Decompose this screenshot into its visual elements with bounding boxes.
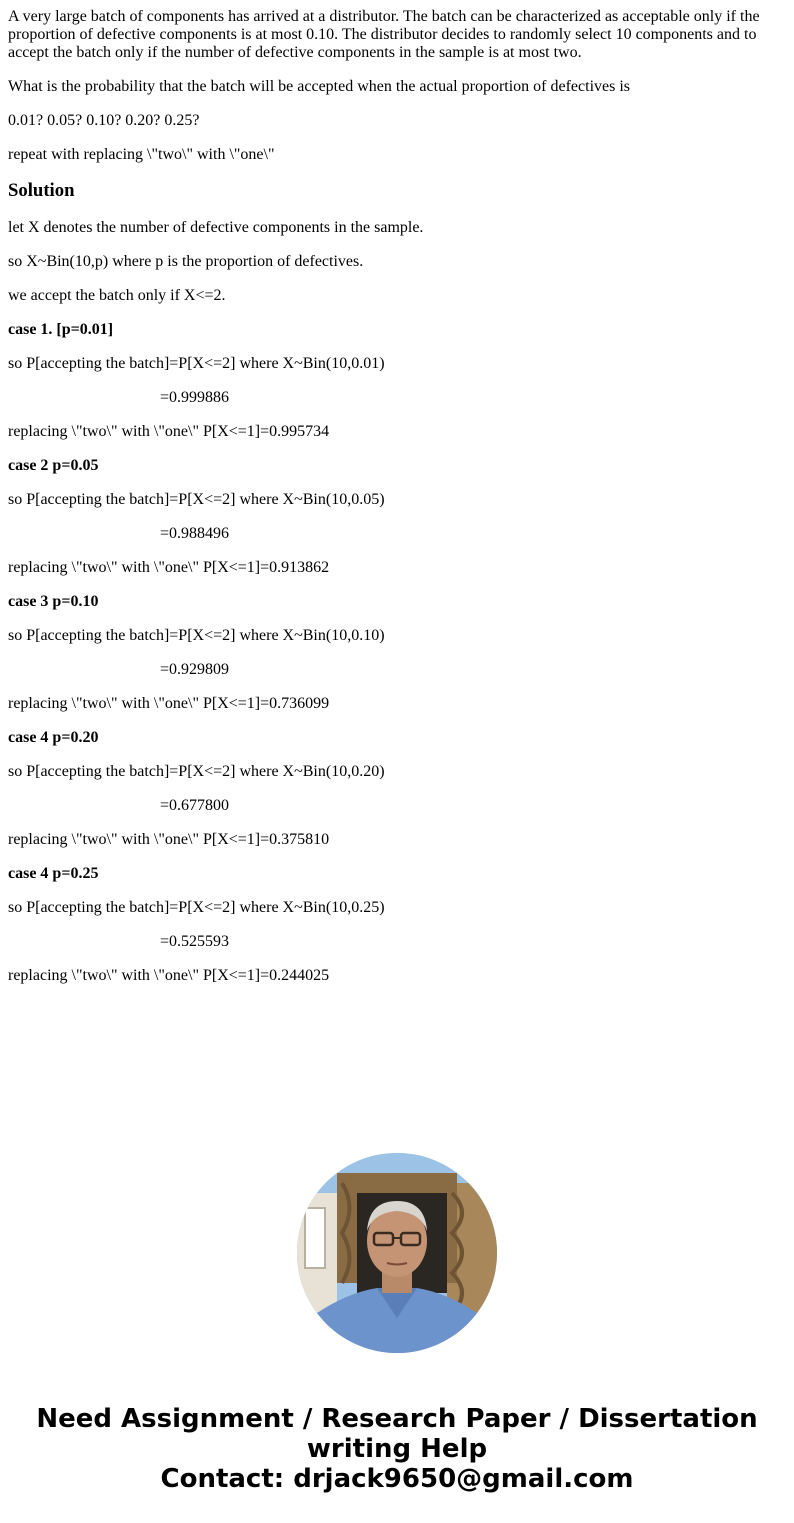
case-accept: so P[accepting the batch]=P[X<=2] where X~Bin(10,0.10) (8, 627, 385, 644)
question-repeat: repeat with replacing \"two\" with \"one\" (8, 146, 275, 163)
case-accept: so P[accepting the batch]=P[X<=2] where X~Bin(10,0.05) (8, 491, 385, 508)
document-body (8, 8, 786, 1001)
portrait-image (297, 1153, 497, 1353)
case-replace: replacing \"two\" with \"one\" P[X<=1]=0.736099 (8, 695, 330, 712)
case-title: case 1. [p=0.01] (8, 321, 114, 338)
case-result: =0.988496 (160, 525, 230, 542)
case-accept: so P[accepting the batch]=P[X<=2] where X~Bin(10,0.25) (8, 899, 385, 916)
case-replace: replacing \"two\" with \"one\" P[X<=1]=0.995734 (8, 423, 330, 440)
question-values: 0.01? 0.05? 0.10? 0.20? 0.25? (8, 112, 200, 129)
question-ask: What is the probability that the batch will be accepted when the actual proportion of defectives is (8, 78, 631, 95)
case-title: case 4 p=0.25 (8, 865, 99, 882)
case-replace: replacing \"two\" with \"one\" P[X<=1]=0.375810 (8, 831, 330, 848)
case-accept: so P[accepting the batch]=P[X<=2] where X~Bin(10,0.01) (8, 355, 385, 372)
solution-line-2: so X~Bin(10,p) where p is the proportion of defectives. (8, 253, 364, 270)
case-title: case 3 p=0.10 (8, 593, 99, 610)
case-result: =0.525593 (160, 933, 230, 950)
case-title: case 4 p=0.20 (8, 729, 99, 746)
case-replace: replacing \"two\" with \"one\" P[X<=1]=0.913862 (8, 559, 330, 576)
case-replace: replacing \"two\" with \"one\" P[X<=1]=0.244025 (8, 967, 330, 984)
question-intro: A very large batch of components has arrived at a distributor. The batch can be characterized as acceptable only if the proportion of defective components is at most 0.10. The distributor decides to randomly select 10 components and to accept the batch only if the number of defective components in the sample is at most two. (8, 8, 760, 61)
case-result: =0.929809 (160, 661, 230, 678)
footer-line-1: Need Assignment / Research Paper / Dissertation (36, 1404, 758, 1434)
footer-contact-email: Contact: drjack9650@gmail.com (160, 1464, 634, 1494)
solution-line-3: we accept the batch only if X<=2. (8, 287, 226, 304)
case-result: =0.999886 (160, 389, 230, 406)
footer-line-2: writing Help (306, 1434, 488, 1464)
case-accept: so P[accepting the batch]=P[X<=2] where X~Bin(10,0.20) (8, 763, 385, 780)
solution-heading: Solution (8, 180, 75, 201)
footer-contact (0, 1404, 794, 1494)
solution-line-1: let X denotes the number of defective components in the sample. (8, 219, 424, 236)
case-result: =0.677800 (160, 797, 230, 814)
avatar (297, 1153, 497, 1353)
case-title: case 2 p=0.05 (8, 457, 99, 474)
